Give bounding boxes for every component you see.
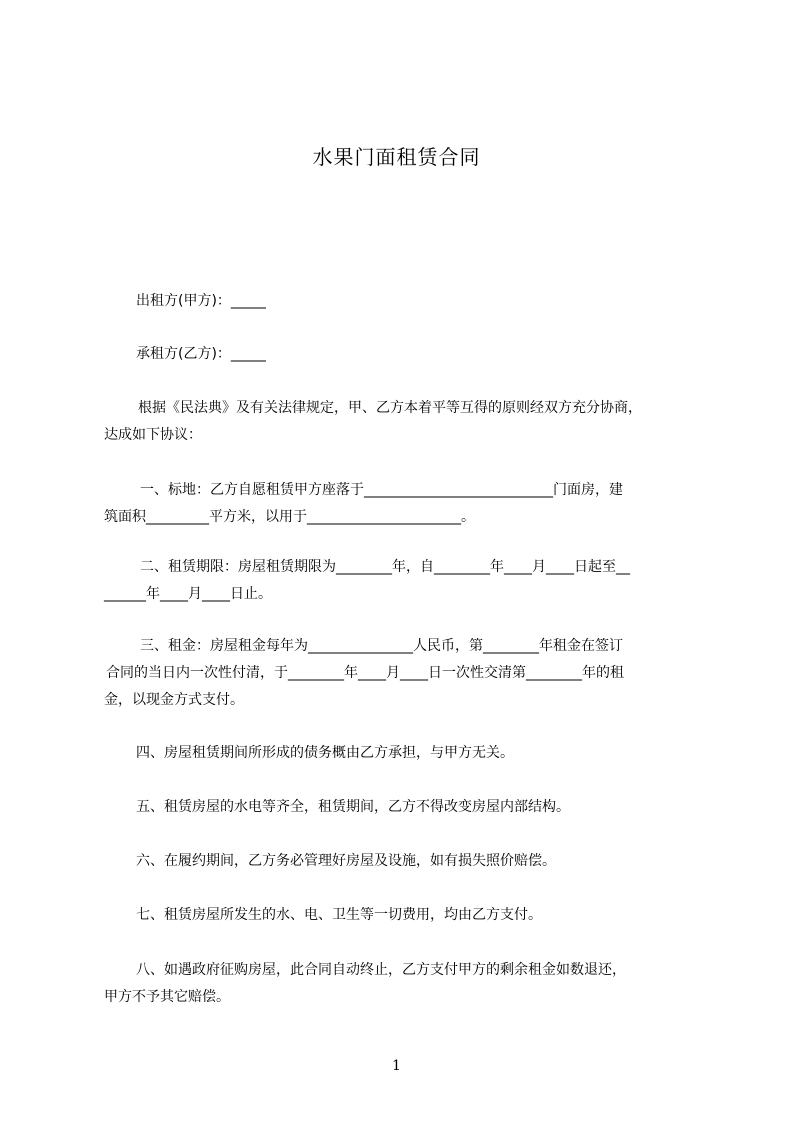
- clause-1-line-1: 一、标地：乙方自愿租赁甲方座落于___________________________门面房，建: [140, 482, 623, 498]
- clause-3-line-3: 金，以现金方式支付。: [104, 692, 244, 708]
- clause-5: 五、租赁房屋的水电等齐全，租赁期间，乙方不得改变房屋内部结构。: [136, 799, 570, 815]
- clause-8-line-1: 八、如遇政府征购房屋，此合同自动终止，乙方支付甲方的剩余租金如数退还，: [136, 962, 626, 978]
- page-number: 1: [392, 1058, 401, 1074]
- page-title: 水果门面租赁合同: [312, 145, 481, 169]
- lessor-line: 出租方(甲方)：_____: [136, 293, 266, 309]
- clause-3-line-2: 合同的当日内一次性付清，于________年____月____日一次性交清第________年的租: [106, 665, 624, 681]
- clause-2-line-1: 二、租赁期限：房屋租赁期限为________年，自________年____月____日起至__: [140, 559, 630, 575]
- clause-3-line-1: 三、租金：房屋租金每年为_______________人民币，第________年租金在签订: [140, 638, 623, 654]
- clause-4: 四、房屋租赁期间所形成的债务概由乙方承担，与甲方无关。: [136, 745, 514, 761]
- clause-6: 六、在履约期间，乙方务必管理好房屋及设施，如有损失照价赔偿。: [136, 853, 556, 869]
- clause-7: 七、租赁房屋所发生的水、电、卫生等一切费用，均由乙方支付。: [136, 907, 542, 923]
- preamble-line-2: 达成如下协议：: [104, 427, 202, 443]
- preamble-line-1: 根据《民法典》及有关法律规定，甲、乙方本着平等互得的原则经双方充分协商，: [138, 400, 642, 416]
- clause-2-line-2: ______年____月____日止。: [104, 586, 272, 602]
- lessee-line: 承租方(乙方)：_____: [136, 346, 266, 362]
- clause-8-line-2: 甲方不予其它赔偿。: [104, 989, 230, 1005]
- clause-1-line-2: 筑面积_________平方米，以用于______________________。: [104, 509, 475, 525]
